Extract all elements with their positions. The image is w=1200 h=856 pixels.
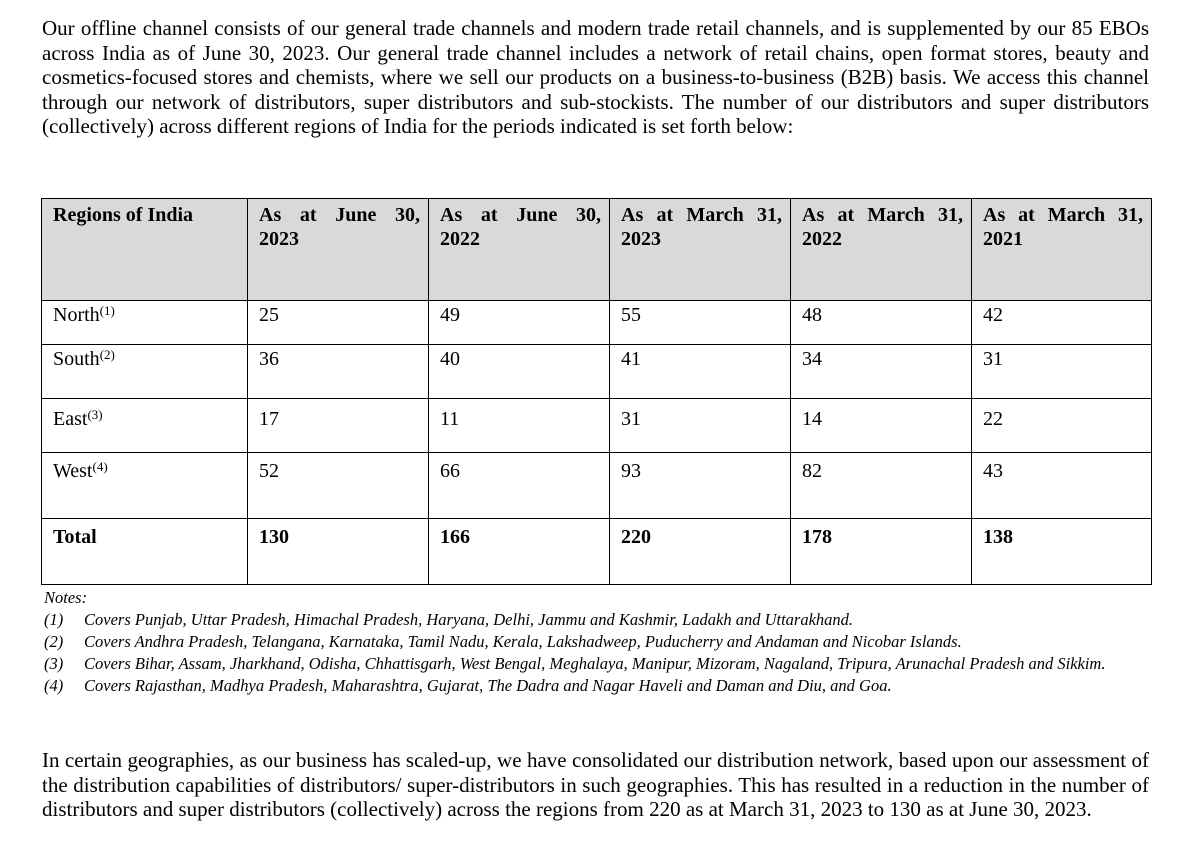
value-cell: 82 (791, 453, 972, 519)
note-number: (1) (44, 610, 64, 629)
header-mar-2021: As at March 31, 2021 (972, 199, 1152, 301)
note-text: Covers Rajasthan, Madhya Pradesh, Maharashtra, Gujarat, The Dadra and Nagar Haveli and Daman and Diu, and Goa. (84, 676, 892, 695)
total-value: 220 (610, 519, 791, 585)
total-value: 166 (429, 519, 610, 585)
total-label: Total (42, 519, 248, 585)
table-header-row (42, 199, 1152, 301)
region-name: North (53, 304, 100, 326)
value-cell: 40 (429, 345, 610, 399)
value-cell: 31 (972, 345, 1152, 399)
footnote-ref: (2) (99, 347, 115, 362)
distributors-table (41, 198, 1152, 585)
value-cell: 17 (248, 399, 429, 453)
footnote-ref: (1) (99, 303, 115, 318)
total-value: 138 (972, 519, 1152, 585)
region-cell (42, 301, 248, 345)
total-value: 178 (791, 519, 972, 585)
footnote-ref: (3) (87, 407, 103, 422)
region-name: West (53, 460, 93, 482)
value-cell: 93 (610, 453, 791, 519)
region-cell (42, 453, 248, 519)
value-cell: 42 (972, 301, 1152, 345)
table-row (42, 301, 1152, 345)
note-number: (3) (44, 654, 64, 673)
value-cell: 48 (791, 301, 972, 345)
header-jun-2023: As at June 30, 2023 (248, 199, 429, 301)
value-cell: 14 (791, 399, 972, 453)
region-name: East (53, 408, 88, 430)
value-cell: 25 (248, 301, 429, 345)
value-cell: 66 (429, 453, 610, 519)
region-cell (42, 399, 248, 453)
note-item (44, 653, 1150, 675)
header-mar-2023: As at March 31, 2023 (610, 199, 791, 301)
closing-paragraph: In certain geographies, as our business has scaled-up, we have consolidated our distribution network, based upon our assessment of the distribution capabilities of distributors/ super-distributors in such geographies. This has resulted in a reduction in the number of distributors and super distributors (collectively) across the regions from 220 as at March 31, 2023 to 130 as at June 30, 2023. (42, 748, 1149, 821)
note-item (44, 675, 1150, 697)
notes-section (44, 587, 1150, 697)
table-row (42, 453, 1152, 519)
note-text: Covers Andhra Pradesh, Telangana, Karnataka, Tamil Nadu, Kerala, Lakshadweep, Puducherry and Andaman and Nicobar Islands. (84, 632, 962, 651)
note-item (44, 631, 1150, 653)
value-cell: 41 (610, 345, 791, 399)
value-cell: 52 (248, 453, 429, 519)
note-text: Covers Bihar, Assam, Jharkhand, Odisha, Chhattisgarh, West Bengal, Meghalaya, Manipur, Mizoram, Nagaland, Tripura, Arunachal Pradesh and Sikkim. (84, 654, 1106, 673)
footnote-ref: (4) (92, 459, 108, 474)
header-jun-2022: As at June 30, 2022 (429, 199, 610, 301)
table-row (42, 345, 1152, 399)
note-number: (4) (44, 676, 64, 695)
total-row (42, 519, 1152, 585)
value-cell: 34 (791, 345, 972, 399)
value-cell: 11 (429, 399, 610, 453)
value-cell: 31 (610, 399, 791, 453)
note-item (44, 609, 1150, 631)
note-text: Covers Punjab, Uttar Pradesh, Himachal Pradesh, Haryana, Delhi, Jammu and Kashmir, Ladakh and Uttarakhand. (84, 610, 854, 629)
header-regions: Regions of India (42, 199, 248, 301)
value-cell: 36 (248, 345, 429, 399)
intro-paragraph: Our offline channel consists of our general trade channels and modern trade retail channels, and is supplemented by our 85 EBOs across India as of June 30, 2023. Our general trade channel includes a network of retail chains, open format stores, beauty and cosmetics-focused stores and chemists, where we sell our products on a business-to-business (B2B) basis. We access this channel through our network of distributors, super distributors and sub-stockists. The number of our distributors and super distributors (collectively) across different regions of India for the periods indicated is set forth below: (42, 16, 1149, 138)
value-cell: 22 (972, 399, 1152, 453)
region-name: South (53, 348, 100, 370)
region-cell (42, 345, 248, 399)
value-cell: 49 (429, 301, 610, 345)
notes-title: Notes: (44, 588, 88, 607)
total-value: 130 (248, 519, 429, 585)
header-mar-2022: As at March 31, 2022 (791, 199, 972, 301)
note-number: (2) (44, 632, 64, 651)
value-cell: 55 (610, 301, 791, 345)
value-cell: 43 (972, 453, 1152, 519)
table-row (42, 399, 1152, 453)
